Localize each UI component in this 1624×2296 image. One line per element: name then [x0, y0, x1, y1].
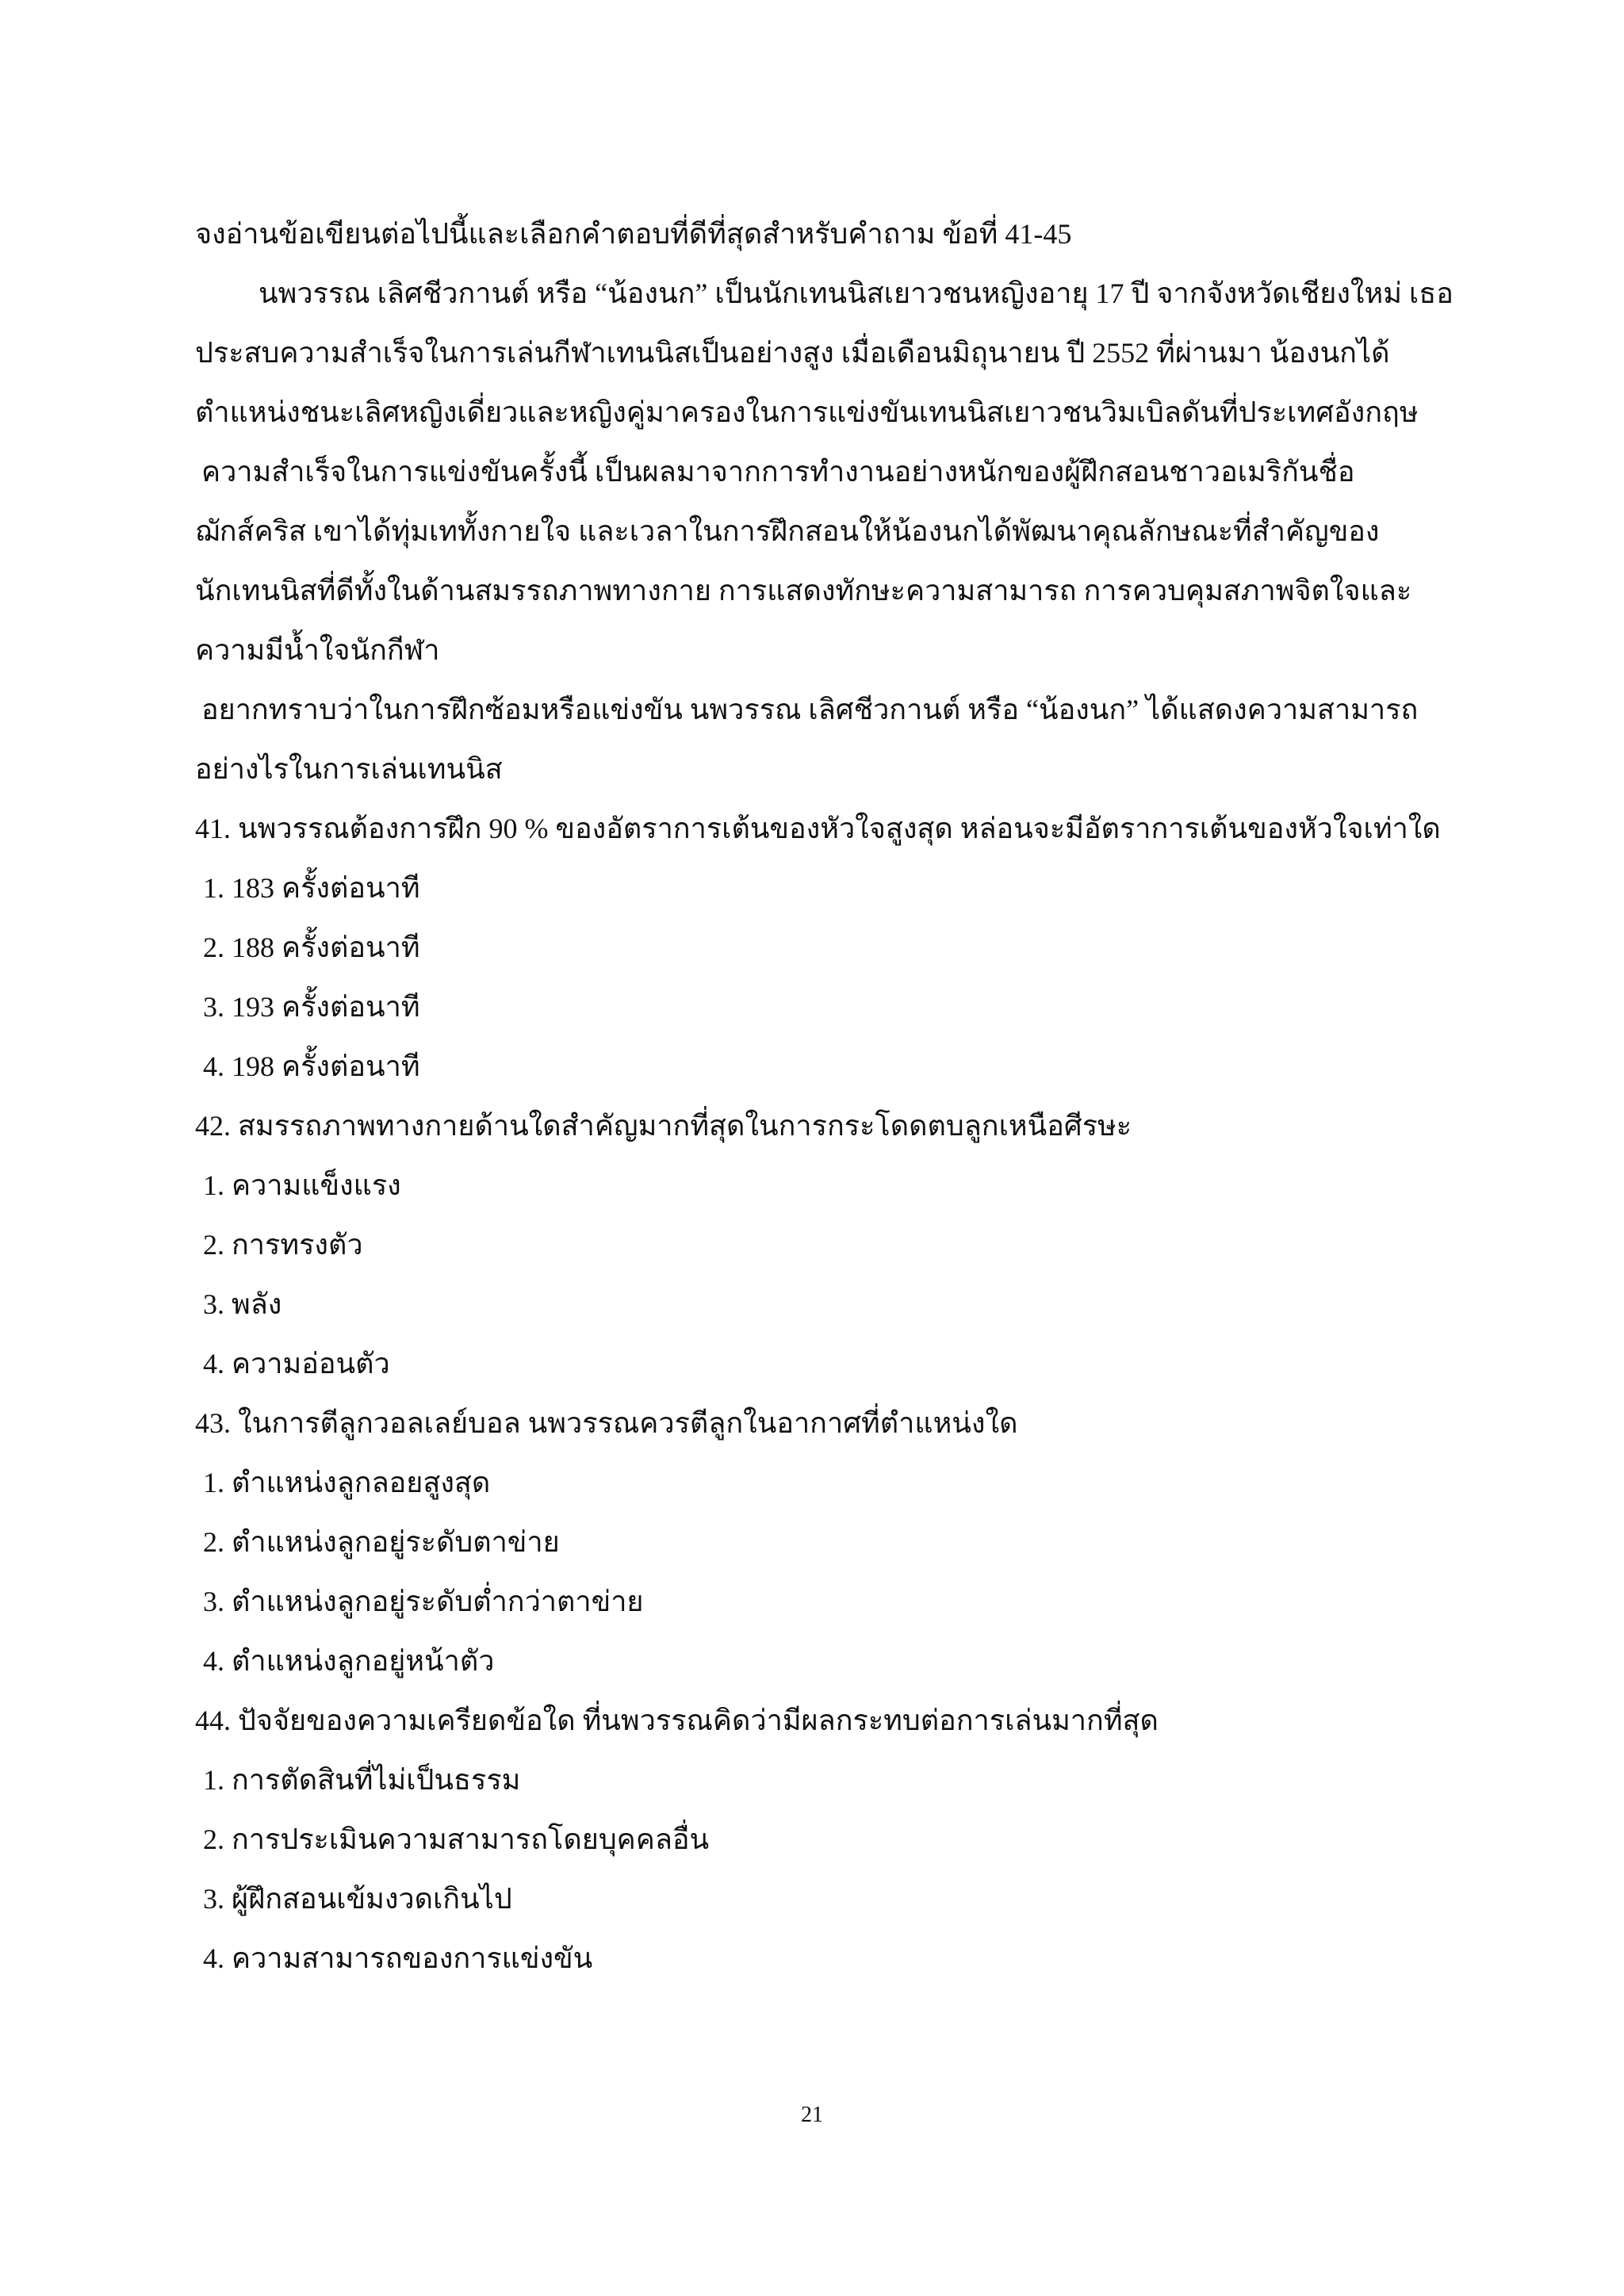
answer-option: 2. 188 ครั้งต่อนาที	[203, 932, 420, 963]
question-42	[195, 1096, 1432, 1394]
passage	[195, 264, 1454, 799]
passage-line: ความมีน้ำใจนักกีฬา	[195, 634, 440, 666]
page-content	[195, 205, 1454, 1988]
answer-option: 1. 183 ครั้งต่อนาที	[203, 872, 420, 904]
answer-option: 1. การตัดสินที่ไม่เป็นธรรม	[203, 1764, 521, 1796]
answer-option: 3. 193 ครั้งต่อนาที	[203, 991, 420, 1023]
answer-option: 3. ผู้ฝึกสอนเข้มงวดเกินไป	[203, 1883, 512, 1915]
answer-option: 4. ตำแหน่งลูกอยู่หน้าตัว	[203, 1645, 495, 1677]
question-title: 43. ในการตีลูกวอลเลย์บอล นพวรรณควรตีลูกในอากาศที่ตำแหน่งใด	[195, 1407, 1018, 1439]
passage-line: ฌักส์คริส เขาได้ทุ่มเททั้งกายใจ และเวลาในการฝึกสอนให้น้องนกได้พัฒนาคุณลักษณะที่สำคัญของ	[195, 515, 1380, 547]
question-44	[195, 1691, 1432, 1988]
passage-line: อย่างไรในการเล่นเทนนิส	[195, 753, 503, 785]
passage-line: อยากทราบว่าในการฝึกซ้อมหรือแข่งขัน นพวรรณ เลิศชีวกานต์ หรือ “น้องนก” ได้แสดงความสามารถ	[201, 694, 1419, 725]
answer-option: 2. การทรงตัว	[203, 1229, 363, 1261]
question-title: 41. นพวรรณต้องการฝึก 90 % ของอัตราการเต้นของหัวใจสูงสุด หล่อนจะมีอัตราการเต้นของหัวใจเท่าใด	[195, 813, 1441, 844]
passage-line: ความสำเร็จในการแข่งขันครั้งนี้ เป็นผลมาจากการทำงานอย่างหนักของผู้ฝึกสอนชาวอเมริกันชื่อ	[201, 456, 1355, 488]
answer-option: 2. ตำแหน่งลูกอยู่ระดับตาข่าย	[203, 1526, 560, 1558]
passage-line: ตำแหน่งชนะเลิศหญิงเดี่ยวและหญิงคู่มาครองในการแข่งขันเทนนิสเยาวชนวิมเบิลดันที่ประเทศอังกฤษ	[195, 396, 1419, 428]
question-title: 44. ปัจจัยของความเครียดข้อใด ที่นพวรรณคิดว่ามีผลกระทบต่อการเล่นมากที่สุด	[195, 1705, 1159, 1736]
answer-option: 3. พลัง	[203, 1288, 282, 1320]
answer-option: 1. ความแข็งแรง	[203, 1169, 401, 1201]
page-number: 21	[801, 2103, 823, 2127]
answer-option: 4. ความอ่อนตัว	[203, 1348, 390, 1380]
passage-line: ประสบความสำเร็จในการเล่นกีฬาเทนนิสเป็นอย่างสูง เมื่อเดือนมิถุนายน ปี 2552 ที่ผ่านมา น้องนกได้	[195, 337, 1390, 369]
question-41	[195, 799, 1441, 1096]
passage-line: นพวรรณ เลิศชีวกานต์ หรือ “น้องนก” เป็นนักเทนนิสเยาวชนหญิงอายุ 17 ปี จากจังหวัดเชียงใหม่ เธอ	[259, 277, 1454, 309]
question-title: 42. สมรรถภาพทางกายด้านใดสำคัญมากที่สุดในการกระโดดตบลูกเหนือศีรษะ	[195, 1110, 1132, 1142]
answer-option: 3. ตำแหน่งลูกอยู่ระดับต่ำกว่าตาข่าย	[203, 1586, 644, 1617]
answer-option: 2. การประเมินความสามารถโดยบุคคลอื่น	[203, 1823, 710, 1855]
answer-option: 1. ตำแหน่งลูกลอยสูงสุด	[203, 1467, 491, 1498]
instruction-text: จงอ่านข้อเขียนต่อไปนี้และเลือกคำตอบที่ดีที่สุดสำหรับคำถาม ข้อที่ 41-45	[195, 218, 1072, 250]
answer-option: 4. 198 ครั้งต่อนาที	[203, 1050, 420, 1082]
answer-option: 4. ความสามารถของการแข่งขัน	[203, 1942, 593, 1974]
question-43	[195, 1394, 1432, 1691]
passage-line: นักเทนนิสที่ดีทั้งในด้านสมรรถภาพทางกาย การแสดงทักษะความสามารถ การควบคุมสภาพจิตใจและ	[195, 575, 1412, 607]
